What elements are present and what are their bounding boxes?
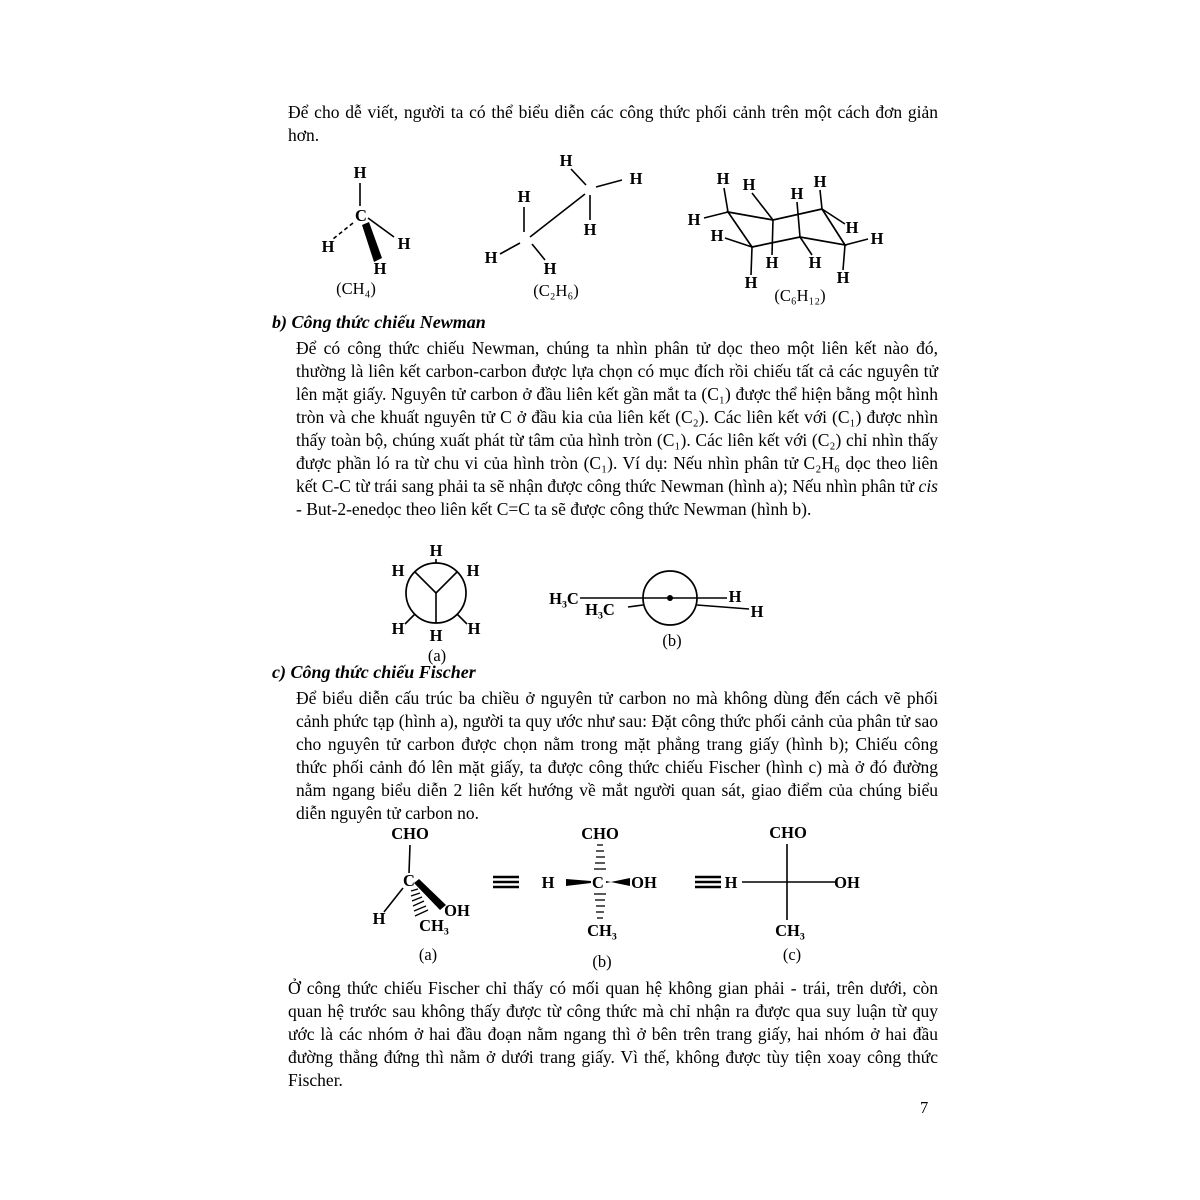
h-atom-label: H — [373, 259, 387, 278]
cyclohexane-structure — [682, 158, 902, 308]
h-atom-label: H — [750, 602, 764, 621]
ch-bond — [724, 188, 728, 212]
hash — [412, 897, 422, 901]
h-atom-label: H — [559, 151, 573, 170]
h3c-group-label: H₃C — [585, 600, 615, 619]
wedge-bond — [566, 879, 591, 886]
h-atom-label: H — [808, 253, 822, 272]
section-c-paragraph: Để biểu diễn cấu trúc ba chiều ở nguyên tử carbon no mà không dùng đến cách vẽ phối cảnh phức tạp (hình a), người ta quy ước như sau: Đặt công thức phối cảnh của phân tử sao cho nguyên tử carbon được chọn nằm trong mặt phẳng trang giấy (hình b); Chiếu công thức phối cảnh đó lên mặt giấy, ta được công thức chiếu Fischer (hình c) mà ở đó đường nằm ngang biểu diễn 2 liên kết hướng về mắt người quan sát, giao điểm của chúng biểu diễn nguyên tử carbon no. — [296, 688, 938, 823]
h-atom-label: H — [744, 273, 758, 292]
methane-caption: (CH₄) — [336, 279, 376, 298]
h-atom-label: H — [391, 561, 405, 580]
ch3-group-label: CH₃ — [419, 916, 449, 935]
h-atom-label: H — [870, 229, 884, 248]
h-atom-label: H — [353, 163, 367, 182]
cc-bond — [530, 194, 585, 237]
cho-group-label: CHO — [391, 824, 429, 843]
cho-group-label: CHO — [769, 823, 807, 842]
h-atom-label: H — [517, 187, 531, 206]
bond — [532, 244, 545, 260]
h-atom-label: H — [742, 175, 756, 194]
h-atom-label: H — [687, 210, 701, 229]
equivalence-sign — [493, 877, 519, 887]
section-b-paragraph — [296, 337, 938, 521]
bond — [571, 169, 586, 185]
ch-bond — [772, 220, 773, 255]
newman-projection-b — [528, 556, 788, 656]
front-bond — [436, 572, 457, 593]
hash — [414, 906, 426, 911]
newman-projection-a — [358, 543, 518, 673]
newman-a-caption: (a) — [427, 646, 447, 665]
h-atom-label: H — [467, 619, 481, 638]
section-b-heading: b) Công thức chiếu Newman — [272, 312, 486, 332]
equivalence-sign — [695, 877, 721, 887]
cyclohexane-caption: (C₆H₁₂) — [774, 286, 826, 305]
h-atom-label: H — [765, 253, 779, 272]
fischer-diagram-b — [542, 824, 657, 971]
ch-bond — [704, 212, 728, 218]
h-atom-label: H — [629, 169, 643, 188]
c-atom-label: C — [355, 206, 367, 225]
h-atom-label: H — [429, 626, 443, 645]
cis-italic-text: cis — [918, 476, 938, 496]
h-atom-label: H — [710, 226, 724, 245]
back-bond — [405, 614, 415, 624]
fischer-c-caption: (c) — [782, 945, 802, 964]
h-atom-label: H — [583, 220, 597, 239]
h-atom-label: H — [845, 218, 859, 237]
h-atom-label: H — [391, 619, 405, 638]
h-atom-label: H — [484, 248, 498, 267]
h-atom-label: H — [728, 587, 742, 606]
oh-group-label: OH — [444, 901, 470, 920]
intro-paragraph: Để cho dễ viết, người ta có thể biểu diễn các công thức phối cảnh trên một cách đơn giản hơn. — [288, 102, 938, 145]
newman-b-caption: (b) — [662, 631, 682, 650]
methane-structure — [295, 150, 435, 300]
bond — [500, 243, 520, 254]
ch-bond — [820, 190, 822, 209]
bond — [409, 845, 410, 873]
section-b-text-1: Để có công thức chiếu Newman, chúng ta nhìn phân tử dọc theo một liên kết nào đó, thường là liên kết carbon-carbon được lựa chọn có mục đích rồi chiếu tất cả các nguyên tử lên mặt giấy. Nguyên tử carbon ở đầu liên kết gần mắt ta (C₁) được thể hiện bằng một hình tròn và che khuất nguyên tử C ở đầu kia của liên kết (C₂). Các liên kết với (C₁) được nhìn thấy toàn bộ, chúng xuất phát từ tâm của hình tròn (C₁). Các liên kết với (C₂) chỉ nhìn thấy được phần ló ra từ chu vi của hình tròn (C₁). Ví dụ: Nếu nhìn phân tử C₂H₆ dọc theo liên kết C-C từ trái sang phải ta sẽ nhận được công thức Newman (hình a); Nếu nhìn phân tử — [296, 338, 938, 496]
h-atom-label: H — [466, 561, 480, 580]
wedge-bond — [362, 222, 382, 262]
closing-paragraph: Ở công thức chiếu Fischer chỉ thấy có mối quan hệ không gian phải - trái, trên dưới, còn quan hệ trước sau không thấy được từ công thức mà chỉ nhận ra được qua suy luận từ quy ước là các nhóm ở hai đầu đoạn nằm ngang thì ở bên trên trang giấy, hai nhóm ở hai đầu đường thẳng đứng thì nằm ở dưới trang giấy. Vì thế, không được tùy tiện xoay công thức Fischer. — [288, 978, 938, 1090]
ch-bond — [822, 209, 845, 224]
bond — [596, 180, 622, 187]
h-atom-label: H — [543, 259, 557, 278]
h-atom-label: H — [716, 169, 730, 188]
dashed-bond — [333, 223, 353, 239]
oh-group-label: OH — [631, 873, 657, 892]
fischer-figure-row — [345, 820, 875, 975]
section-c-heading: c) Công thức chiếu Fischer — [272, 662, 476, 682]
h-atom-label: H — [429, 541, 443, 560]
h-atom-label: H — [724, 873, 738, 892]
ch3-group-label: CH₃ — [775, 921, 805, 940]
c-atom-label: C — [403, 871, 415, 890]
section-b-text-2: - But-2-enedọc theo liên kết C=C ta sẽ được công thức Newman (hình b). — [296, 499, 812, 519]
c-atom-label: C — [592, 873, 604, 892]
ch-bond — [751, 247, 752, 275]
page-number: 7 — [920, 1098, 929, 1117]
hash-ladder-top — [594, 845, 606, 869]
wedge-bond — [606, 878, 630, 886]
back-bond — [628, 605, 643, 607]
fischer-a-caption: (a) — [418, 945, 438, 964]
oh-group-label: OH — [834, 873, 860, 892]
fischer-b-caption: (b) — [592, 952, 612, 971]
ch-bond — [797, 202, 800, 237]
h-atom-label: H — [321, 237, 335, 256]
chair-ring — [728, 209, 845, 247]
ch-bond — [843, 245, 845, 270]
h-atom-label: H — [813, 172, 827, 191]
cho-group-label: CHO — [581, 824, 619, 843]
hash-ladder-bottom — [594, 894, 606, 918]
hash — [413, 901, 424, 906]
wedge-bond — [414, 879, 446, 910]
fischer-diagram-a — [373, 824, 470, 964]
ch3-group-label: CH₃ — [587, 921, 617, 940]
ethane-structure — [455, 147, 665, 307]
h-atom-label: H — [541, 873, 555, 892]
h-atom-label: H — [790, 184, 804, 203]
h3c-group-label: H₃C — [549, 589, 579, 608]
h-atom-label: H — [397, 234, 411, 253]
ch-bond — [845, 239, 868, 245]
bond — [384, 888, 403, 912]
hash — [411, 893, 420, 896]
front-bond — [415, 572, 436, 593]
back-bond — [457, 614, 467, 624]
h-atom-label: H — [836, 268, 850, 287]
h-atom-label: H — [372, 909, 386, 928]
ch-bond — [752, 193, 773, 220]
ethane-caption: (C₂H₆) — [533, 281, 579, 300]
fischer-diagram-c — [725, 823, 860, 964]
